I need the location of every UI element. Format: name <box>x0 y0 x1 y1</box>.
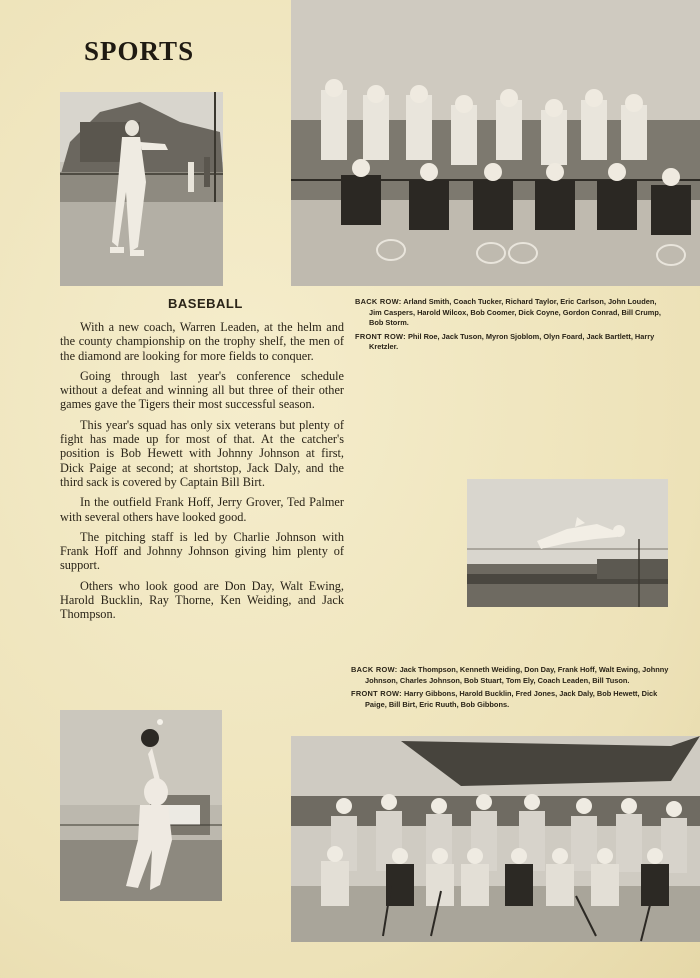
tennis-team-photo <box>291 0 700 286</box>
baseball-back-row-names: Jack Thompson, Kenneth Weiding, Don Day, Frank Hoff, Walt Ewing, Johnny Johnson, Charles Johnson, Bob Stuart, Tom Ely, Coach Leaden, Bill Tuson. <box>365 665 669 685</box>
baseball-back-row-label: BACK ROW: <box>351 665 398 674</box>
high-jump-photo <box>467 479 668 607</box>
tennis-player-photo <box>60 92 223 286</box>
page-heading: SPORTS <box>84 36 195 66</box>
article-paragraph: In the outfield Frank Hoff, Jerry Grover, Ted Palmer with several others have looked good. <box>60 495 344 524</box>
baseball-back-row <box>351 665 671 686</box>
article-paragraph: This year's squad has only six veterans but plenty of fight has made up for most of that. At the catcher's position is Bob Hewett with Johnny Johnson at first, Dick Paige at second; at shortstop, Jack Daly, and the third sack is covered by Captain Bill Birt. <box>60 417 344 489</box>
tennis-team-caption <box>355 297 671 356</box>
tennis-front-row-label: FRONT ROW: <box>355 331 406 341</box>
tennis-back-row <box>355 297 671 329</box>
tennis-front-row-names: Phil Roe, Jack Tuson, Myron Sjoblom, Olyn Foard, Jack Bartlett, Harry Kretzler. <box>369 331 655 352</box>
article-title: BASEBALL <box>168 296 243 311</box>
tennis-back-row-label: BACK ROW: <box>355 297 402 306</box>
baseball-front-row-names: Harry Gibbons, Harold Bucklin, Fred Jones, Jack Daly, Bob Hewett, Dick Paige, Bill Birt, Eric Ruuth, Bob Gibbons. <box>365 689 658 709</box>
baseball-catch-photo <box>60 710 222 901</box>
baseball-front-row <box>351 689 671 710</box>
article-paragraph: Others who look good are Don Day, Walt Ewing, Harold Bucklin, Ray Thorne, Ken Weiding, and Jack Thompson. <box>60 578 344 622</box>
tennis-back-row-names: Arland Smith, Coach Tucker, Richard Taylor, Eric Carlson, John Louden, Jim Caspers, Harold Wilcox, Bob Coomer, Dick Coyne, Gordon Conrad, Bill Crump, Bob Storm. <box>369 297 661 328</box>
baseball-front-row-label: FRONT ROW: <box>351 689 402 699</box>
article-paragraph: The pitching staff is led by Charlie Johnson with Frank Hoff and Johnny Johnson giving him plenty of support. <box>60 529 344 573</box>
tennis-front-row <box>355 332 671 353</box>
article-paragraph: With a new coach, Warren Leaden, at the helm and the county championship on the trophy shelf, the men of the diamond are looking for more fields to conquer. <box>60 320 344 363</box>
article-body <box>60 320 344 628</box>
baseball-team-caption <box>351 665 671 713</box>
baseball-team-photo <box>291 736 700 942</box>
article-paragraph: Going through last year's conference schedule without a defeat and winning all but three of their other games gave the Tigers their most successful season. <box>60 368 344 412</box>
